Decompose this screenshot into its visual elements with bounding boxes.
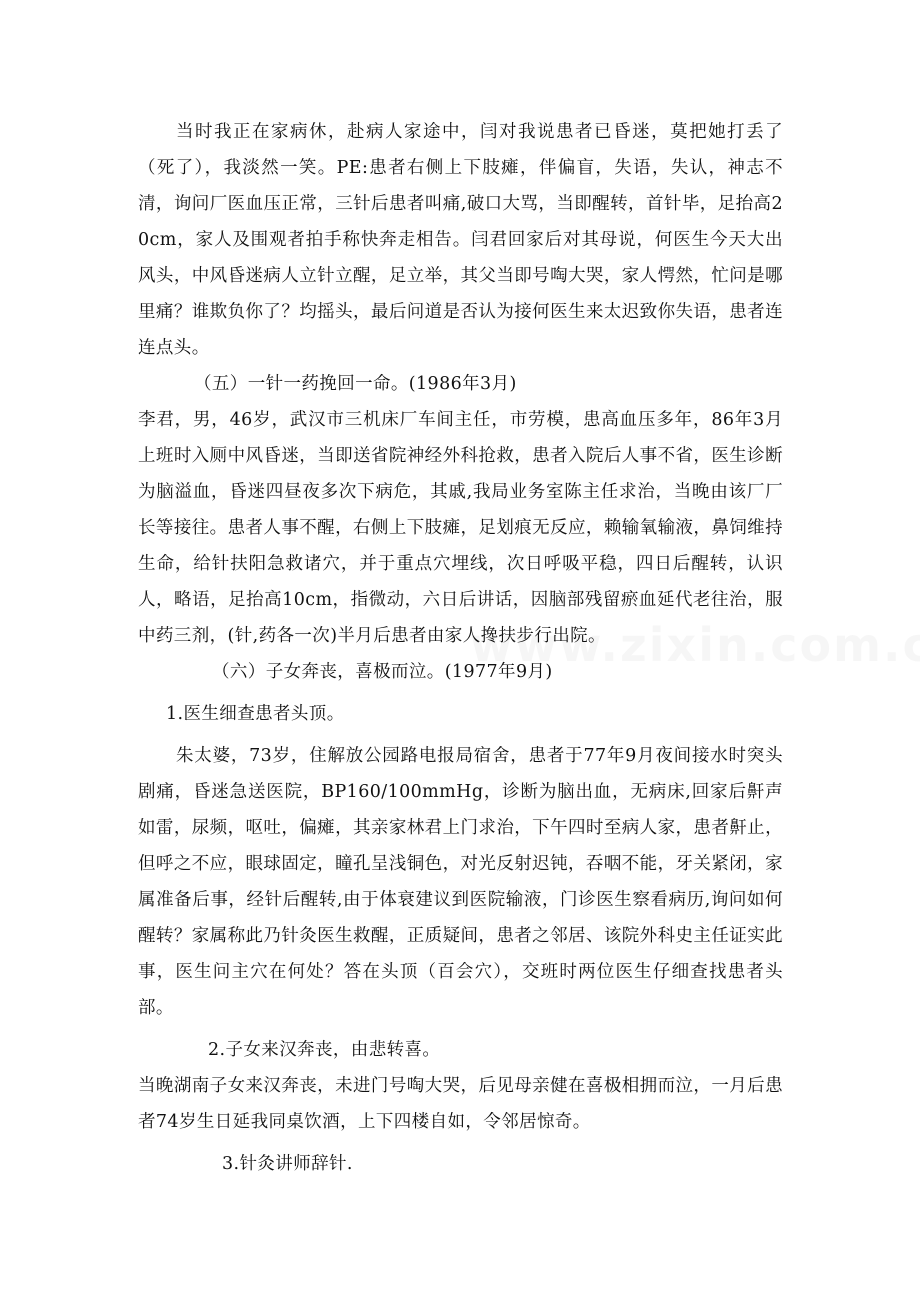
paragraph-case-zhu: 朱太婆，73岁，住解放公园路电报局宿舍，患者于77年9月夜间接水时突头剧痛，昏迷急送医院，BP160/100mmHg，诊断为脑出血，无病床,回家后鼾声如雷，尿频，呕吐，偏瘫，其亲家林君上门求治，下午四时至病人家，患者鼾止，但呼之不应，眼球固定，瞳孔呈浅铜色，对光反射迟钝，吞咽不能，牙关紧闭，家属准备后事，经针后醒转,由于体衰建议到医院输液，门诊医生察看病历,询问如何醒转？家属称此乃针灸医生救醒，正质疑间，患者之邻居、该院外科史主任证实此事，医生问主穴在何处？答在头顶（百会穴），交班时两位医生仔细查找患者头部。 xyxy=(138,746,783,1018)
section-heading-6: （六）子女奔丧，喜极而泣。(1977年9月) xyxy=(212,662,553,682)
paragraph-case-narrative: 当时我正在家病休，赴病人家途中，闫对我说患者已昏迷，莫把她打丢了（死了），我淡然一笑。PE:患者右侧上下肢瘫，伴偏盲，失语，失认，神志不清，询问厂医血压正常，三针后患者叫痛,破口大骂，当即醒转，首针毕，足抬高20cm，家人及围观者拍手称快奔走相告。闫君回家后对其母说，何医生今天大出风头，中风昏迷病人立针立醒，足立举，其父当即号啕大哭，家人愕然，忙问是哪里痛？谁欺负你了？均摇头，最后问道是否认为接何医生来太迟致你失语，患者连连点头。 xyxy=(138,122,783,358)
paragraph-case-li: 李君，男，46岁，武汉市三机床厂车间主任，市劳模，患高血压多年，86年3月上班时入厕中风昏迷，当即送省院神经外科抢救，患者入院后人事不省，医生诊断为脑溢血，昏迷四昼夜多次下病危，其戚,我局业务室陈主任求治，当晚由该厂厂长等接往。患者人事不醒，右侧上下肢瘫，足划痕无反应，赖输氧输液，鼻饲维持生命，给针扶阳急救诸穴，并于重点穴埋线，次日呼吸平稳，四日后醒转，认识人，略语，足抬高10cm，指微动，六日后讲话，因脑部残留瘀血延代老往治，服中药三剂，(针,药各一次)半月后患者由家人搀扶步行出院。 xyxy=(138,410,783,646)
subheading-2: 2.子女来汉奔丧，由悲转喜。 xyxy=(208,1040,441,1060)
section-heading-5: （五）一针一药挽回一命。(1986年3月) xyxy=(194,374,517,394)
subheading-1: 1.医生细查患者头顶。 xyxy=(166,704,345,724)
subheading-3: 3.针灸讲师辞针. xyxy=(222,1154,353,1174)
document-body xyxy=(138,114,783,1182)
paragraph-family-return: 当晚湖南子女来汉奔丧，未进门号啕大哭，后见母亲健在喜极相拥而泣，一月后患者74岁生日延我同桌饮酒，上下四楼自如，令邻居惊奇。 xyxy=(138,1076,783,1132)
